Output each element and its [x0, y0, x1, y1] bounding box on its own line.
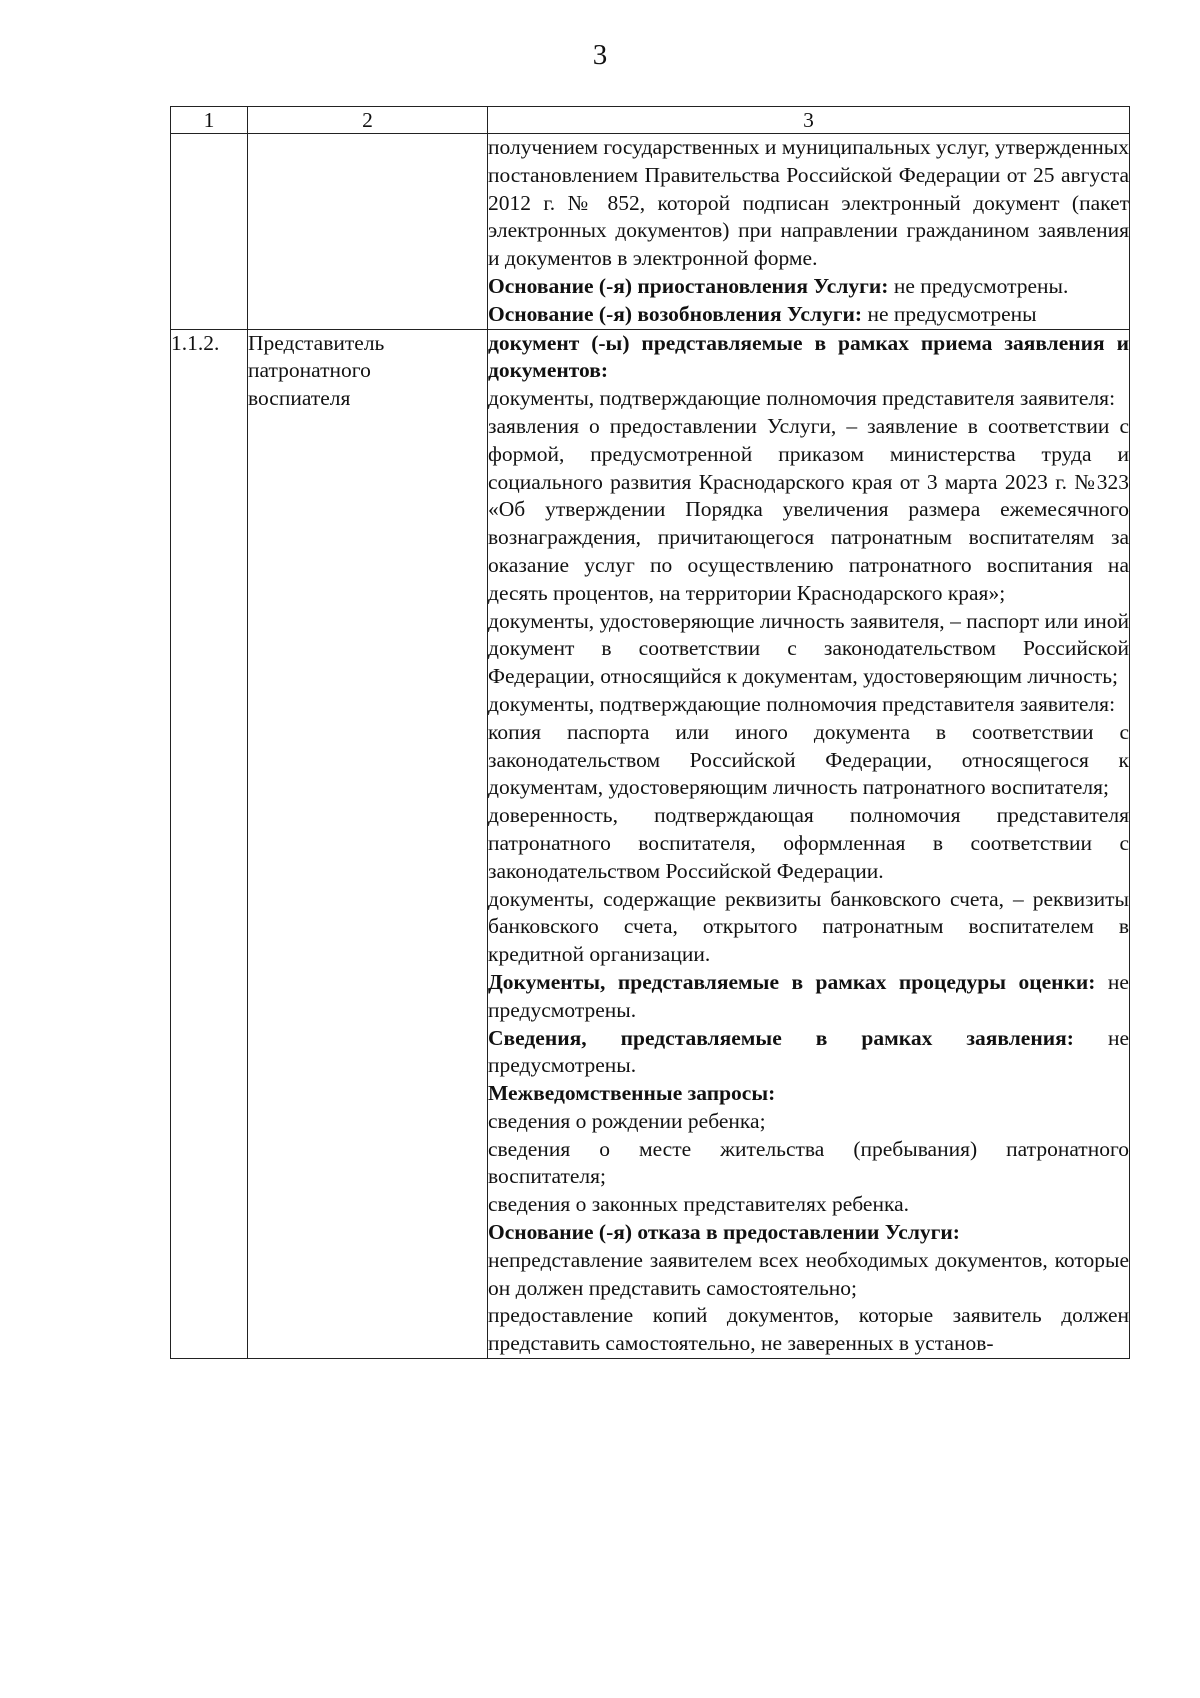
paragraph-text: не предусмотрены: [862, 301, 1037, 326]
paragraph-text: предоставление копий документов, которые заявитель должен представить самостоятельно, не заверенных в установ-: [488, 1303, 1129, 1356]
paragraph: [488, 1302, 1129, 1358]
paragraph-text: копия паспорта или иного документа в соответствии с законодательством Российской Федерации, относящегося к документам, удостоверяющим личность патронатного воспитателя;: [488, 719, 1129, 800]
paragraph: [488, 1025, 1129, 1081]
paragraph-text: не предусмотрены.: [888, 273, 1069, 298]
paragraph-text: документы, подтверждающие полномочия представителя заявителя:: [488, 691, 1116, 716]
paragraph-text: не предусмотрены.: [488, 1025, 1129, 1078]
paragraph-label: документ (-ы) представляемые в рамках приема заявления и документов:: [488, 330, 1129, 383]
paragraph-text: сведения о месте жительства (пребывания) патронатного воспитателя;: [488, 1136, 1129, 1189]
paragraph-label: Документы, представляемые в рамках процедуры оценки:: [488, 969, 1096, 994]
row-number-cell: [171, 134, 248, 330]
paragraph: [488, 301, 1129, 329]
paragraph-text: доверенность, подтверждающая полномочия представителя патронатного воспитателя, оформленная в соответствии с законодательством Российской Федерации.: [488, 803, 1129, 883]
paragraph-text: получением государственных и муниципальных услуг, утвержденных постановлением Правительства Российской Федерации от 25 августа 2012 г. № 852, которой подписан электронный документ (пакет электронных документов) при направлении гражданином заявления и документов в электронной форме.: [488, 135, 1129, 271]
table-header-row: [171, 107, 1130, 134]
name-line: воспиателя: [248, 386, 351, 411]
paragraph: [488, 969, 1129, 1025]
paragraph: [488, 413, 1129, 608]
paragraph: [488, 1247, 1129, 1303]
column-header-1: 1: [171, 107, 248, 134]
paragraph: [488, 608, 1129, 691]
paragraph: [488, 886, 1129, 969]
name-line: патронатного: [248, 358, 371, 383]
paragraph-label: Основание (-я) возобновления Услуги:: [488, 301, 863, 326]
paragraph: [488, 1219, 1129, 1247]
row-content-cell: [488, 134, 1130, 330]
name-line: Представитель: [248, 330, 385, 355]
paragraph-text: не предусмотрены.: [488, 969, 1129, 1022]
row-name-cell: [248, 329, 488, 1358]
paragraph-label: Межведомственные запросы:: [488, 1081, 776, 1106]
paragraph: [488, 330, 1129, 386]
paragraph-text: документы, удостоверяющие личность заявителя, – паспорт или иной документ в соответствии с законодательством Российской Федерации, относящийся к документам, удостоверяющим личность;: [488, 608, 1129, 689]
paragraph-label: Основание (-я) приостановления Услуги:: [488, 273, 889, 298]
row-name-cell: [248, 134, 488, 330]
paragraph-text: сведения о законных представителях ребенка.: [488, 1192, 910, 1217]
paragraph-text: сведения о рождении ребенка;: [488, 1108, 766, 1133]
column-header-2: 2: [248, 107, 488, 134]
table-row: [171, 134, 1130, 330]
paragraph-text: документы, содержащие реквизиты банковского счета, – реквизиты банковского счета, открытого патронатным воспитателем в кредитной организации.: [488, 886, 1129, 967]
paragraph: [488, 802, 1129, 885]
paragraph-text: непредставление заявителем всех необходимых документов, которые он должен представить самостоятельно;: [488, 1247, 1129, 1300]
paragraph: [488, 1108, 1129, 1136]
row-number-cell: 1.1.2.: [171, 329, 248, 1358]
paragraph-label: Сведения, представляемые в рамках заявления:: [488, 1025, 1074, 1050]
page-number: 3: [592, 39, 608, 71]
table-row: [171, 329, 1130, 1358]
paragraph: [488, 1191, 1129, 1219]
row-content-cell: [488, 329, 1130, 1358]
paragraph: [488, 691, 1129, 719]
column-header-3: 3: [488, 107, 1130, 134]
paragraph: [488, 1136, 1129, 1192]
paragraph: [488, 1080, 1129, 1108]
paragraph: [488, 134, 1129, 273]
paragraph: [488, 273, 1129, 301]
paragraph-label: Основание (-я) отказа в предоставлении Услуги:: [488, 1220, 960, 1245]
services-table: [170, 106, 1130, 1359]
paragraph-text: документы, подтверждающие полномочия представителя заявителя:: [488, 386, 1116, 411]
paragraph: [488, 385, 1129, 413]
paragraph: [488, 719, 1129, 802]
paragraph-text: заявления о предоставлении Услуги, – заявление в соответствии с формой, предусмотренной приказом министерства труда и социального развития Краснодарского края от 3 марта 2023 г. №323 «Об утверждении Порядка увеличения размера ежемесячного вознаграждения, причитающегося патронатным воспитателям за оказание услуг по осуществлению патронатного воспитания на десять процентов, на территории Краснодарского края»;: [488, 413, 1129, 605]
